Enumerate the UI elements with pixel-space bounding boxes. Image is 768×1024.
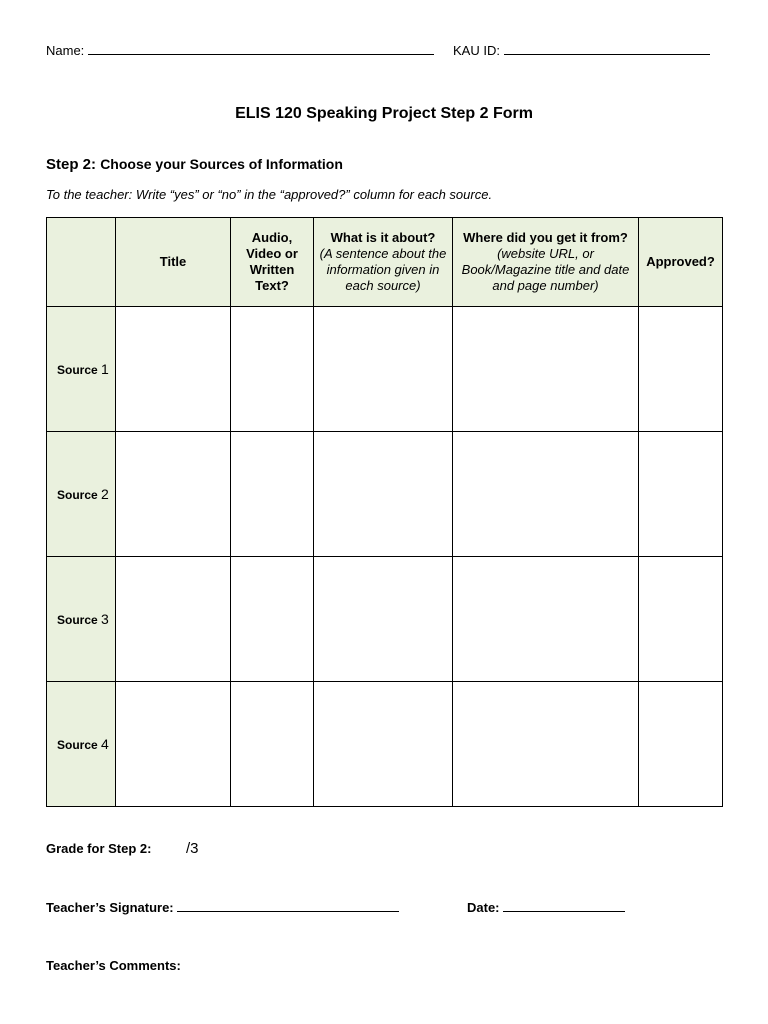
kau-id-label: KAU ID: (453, 43, 500, 58)
step-text: Choose your Sources of Information (100, 156, 343, 172)
cell-title[interactable] (116, 307, 231, 432)
cell-approved[interactable] (639, 307, 723, 432)
name-line (46, 43, 434, 58)
grade-label: Grade for Step 2: (46, 841, 152, 856)
step-heading (46, 156, 343, 173)
header-corner (47, 218, 116, 307)
cell-source-origin[interactable] (453, 432, 639, 557)
sources-table (46, 217, 723, 807)
row-label-source-3: Source 3 (47, 557, 116, 682)
table-header-row (47, 218, 723, 307)
comments-label: Teacher’s Comments: (46, 958, 181, 973)
cell-approved[interactable] (639, 557, 723, 682)
cell-title[interactable] (116, 432, 231, 557)
signature-field[interactable] (177, 910, 399, 912)
step-label: Step 2: (46, 156, 97, 173)
row-label-source-4: Source 4 (47, 682, 116, 807)
name-field[interactable] (88, 53, 434, 55)
cell-source-origin[interactable] (453, 307, 639, 432)
table-row (47, 432, 723, 557)
table-row (47, 557, 723, 682)
header-source-origin: Where did you get it from? (website URL, or Book/Magazine title and date and page number) (453, 218, 639, 307)
row-label-source-2: Source 2 (47, 432, 116, 557)
table-row (47, 682, 723, 807)
header-source-origin-note: (website URL, or Book/Magazine title and date and page number) (461, 246, 630, 293)
cell-title[interactable] (116, 682, 231, 807)
header-about-note: (A sentence about the information given in each source) (319, 246, 447, 293)
header-title: Title (116, 218, 231, 307)
date-field[interactable] (503, 910, 625, 912)
kau-id-field[interactable] (504, 53, 710, 55)
kau-id-line (453, 43, 710, 58)
cell-about[interactable] (314, 432, 453, 557)
cell-media-type[interactable] (231, 682, 314, 807)
date-label: Date: (467, 900, 500, 915)
cell-source-origin[interactable] (453, 557, 639, 682)
header-about: What is it about? (A sentence about the information given in each source) (314, 218, 453, 307)
cell-media-type[interactable] (231, 307, 314, 432)
grade-value: /3 (186, 840, 199, 857)
header-media-type: Audio, Video or Written Text? (231, 218, 314, 307)
table-row (47, 307, 723, 432)
cell-about[interactable] (314, 307, 453, 432)
cell-source-origin[interactable] (453, 682, 639, 807)
cell-about[interactable] (314, 557, 453, 682)
teacher-instruction: To the teacher: Write “yes” or “no” in the “approved?” column for each source. (46, 187, 493, 202)
header-approved: Approved? (639, 218, 723, 307)
date-line (467, 900, 625, 915)
cell-approved[interactable] (639, 682, 723, 807)
cell-media-type[interactable] (231, 557, 314, 682)
row-label-source-1: Source 1 (47, 307, 116, 432)
cell-media-type[interactable] (231, 432, 314, 557)
cell-title[interactable] (116, 557, 231, 682)
name-label: Name: (46, 43, 85, 58)
page-title: ELIS 120 Speaking Project Step 2 Form (235, 105, 533, 122)
signature-label: Teacher’s Signature: (46, 900, 174, 915)
cell-approved[interactable] (639, 432, 723, 557)
cell-about[interactable] (314, 682, 453, 807)
signature-line (46, 900, 399, 915)
